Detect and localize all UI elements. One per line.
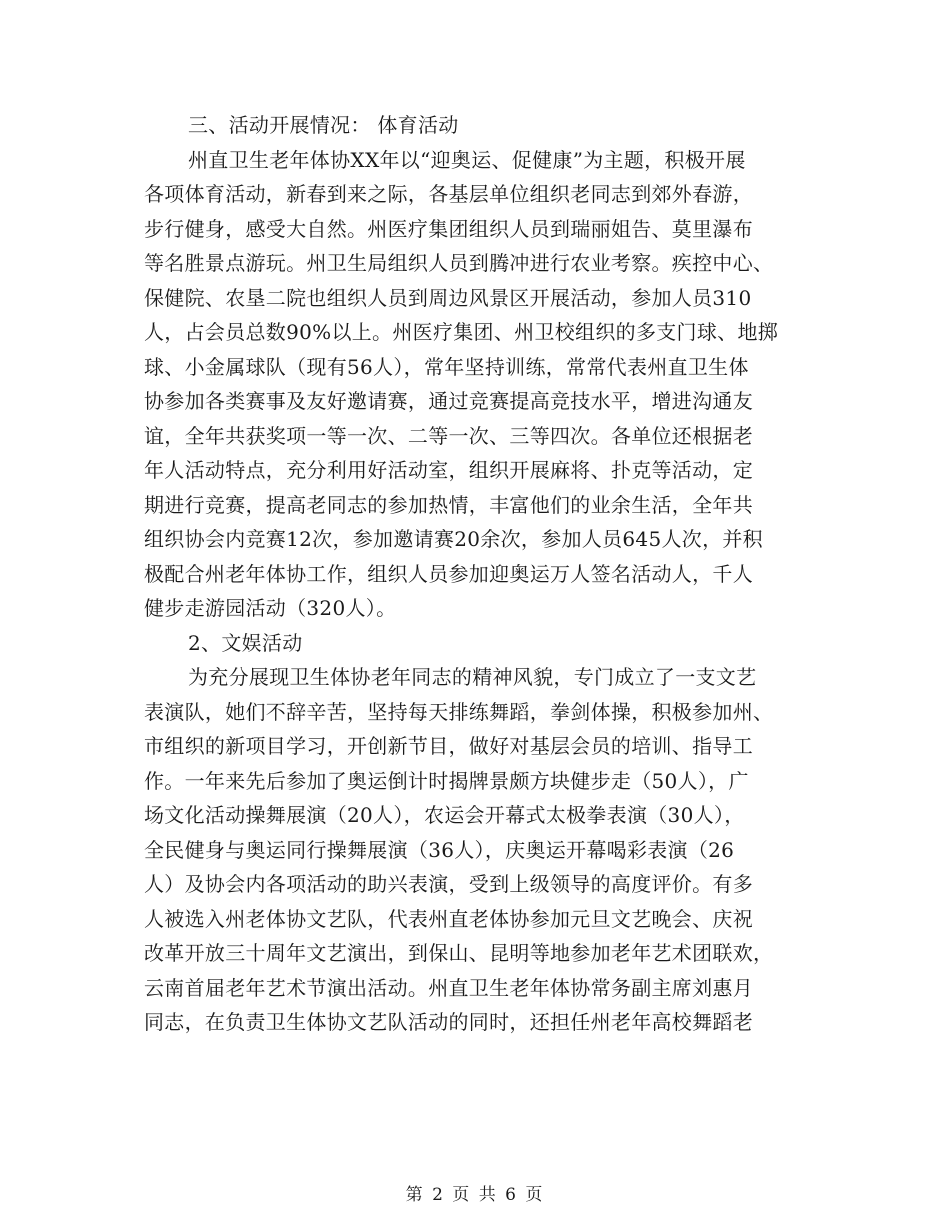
paragraph-line: 市组织的新项目学习，开创新节目，做好对基层会员的培训、指导工 xyxy=(144,734,753,758)
paragraph-line: 极配合州老年体协工作，组织人员参加迎奥运万人签名活动人，千人 xyxy=(144,561,753,586)
paragraph-line: 协参加各类赛事及友好邀请赛，通过竞赛提高竞技水平，增进沟通友 xyxy=(144,389,753,413)
paragraph-line: 年人活动特点，充分利用好活动室，组织开展麻将、扑克等活动，定 xyxy=(144,458,753,482)
paragraph-line: 各项体育活动，新春到来之际，各基层单位组织老同志到郊外春游， xyxy=(144,182,753,206)
section-heading: 2、文娱活动 xyxy=(188,630,303,655)
paragraph-line: 云南首届老年艺术节演出活动。州直卫生老年体协常务副主席刘惠月 xyxy=(144,975,753,1000)
paragraph-line: 谊，全年共获奖项一等一次、二等一次、三等四次。各单位还根据老 xyxy=(144,423,753,448)
paragraph-line: 健步走游园活动（320人）。 xyxy=(144,596,397,620)
section-heading: 三、活动开展情况： 体育活动 xyxy=(188,113,459,137)
paragraph-line: 表演队，她们不辞辛苦，坚持每天排练舞蹈，拳剑体操，积极参加州、 xyxy=(144,699,774,724)
paragraph-line: 全民健身与奥运同行操舞展演（36人），庆奥运开幕喝彩表演（26 xyxy=(144,837,735,862)
paragraph-line: 为充分展现卫生体协老年同志的精神风貌，专门成立了一支文艺 xyxy=(188,665,757,689)
paragraph-line: 人，占会员总数90%以上。州医疗集团、州卫校组织的多支门球、地掷 xyxy=(144,320,779,344)
paragraph-line: 球、小金属球队（现有56人），常年坚持训练，常常代表州直卫生体 xyxy=(144,354,749,379)
paragraph-line: 组织协会内竞赛12次，参加邀请赛20余次，参加人员645人次，并积 xyxy=(144,527,763,551)
page-number-footer: 第 2 页 共 6 页 xyxy=(405,1185,545,1205)
paragraph-line: 人被选入州老体协文艺队，代表州直老体协参加元旦文艺晚会、庆祝 xyxy=(144,906,753,931)
paragraph-line: 作。一年来先后参加了奥运倒计时揭牌景颇方块健步走（50人），广 xyxy=(144,768,749,793)
paragraph-line: 州直卫生老年体协XX年以“迎奥运、促健康”为主题，积极开展 xyxy=(188,147,746,172)
paragraph-line: 等名胜景点游玩。州卫生局组织人员到腾冲进行农业考察。疾控中心、 xyxy=(144,251,774,275)
paragraph-line: 人）及协会内各项活动的助兴表演，受到上级领导的高度评价。有多 xyxy=(144,872,753,896)
document-body xyxy=(144,108,814,1040)
paragraph-line: 步行健身，感受大自然。州医疗集团组织人员到瑞丽姐告、莫里瀑布 xyxy=(144,216,753,241)
paragraph-line: 保健院、农垦二院也组织人员到周边风景区开展活动，参加人员310 xyxy=(144,285,752,310)
paragraph-line: 期进行竞赛，提高老同志的参加热情，丰富他们的业余生活，全年共 xyxy=(144,492,753,517)
paragraph-line: 场文化活动操舞展演（20人），农运会开幕式太极拳表演（30人）， xyxy=(144,803,745,827)
paragraph-line: 同志，在负责卫生体协文艺队活动的同时，还担任州老年高校舞蹈老 xyxy=(144,1010,753,1034)
paragraph-line: 改革开放三十周年文艺演出，到保山、昆明等地参加老年艺术团联欢， xyxy=(144,941,774,965)
